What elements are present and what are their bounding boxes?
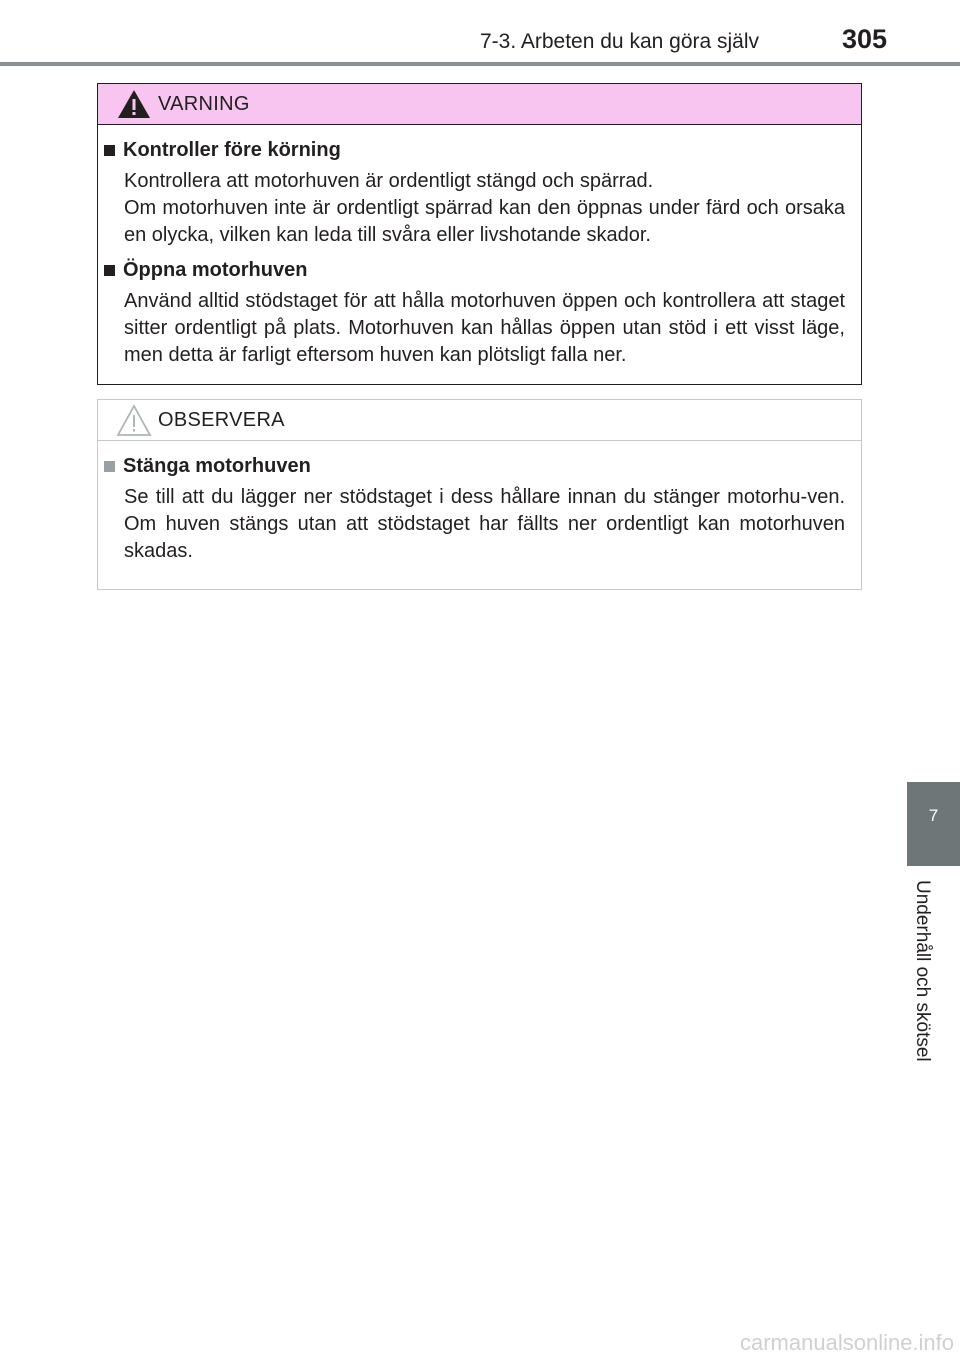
warning-label: VARNING — [158, 93, 250, 115]
chapter-number: 7 — [928, 806, 939, 825]
paragraph: Kontrollera att motorhuven är ordentligt stängd och spärrad. — [124, 170, 654, 192]
chapter-tab — [907, 782, 960, 866]
section-title-text: Stänga motorhuven — [123, 455, 311, 477]
watermark: carmanualsonline.info — [740, 1330, 955, 1355]
warning-box — [97, 83, 862, 385]
notice-box-body — [98, 441, 861, 565]
section-header-title: 7-3. Arbeten du kan göra själv — [480, 30, 760, 53]
warning-section-title — [104, 139, 845, 162]
warning-section-title — [104, 259, 845, 282]
notice-box-header — [98, 400, 861, 441]
caution-triangle-outline-icon — [116, 404, 152, 438]
warning-box-header — [98, 84, 861, 125]
notice-label: OBSERVERA — [158, 409, 285, 431]
notice-section-title — [104, 455, 845, 478]
square-bullet-icon — [104, 145, 115, 156]
section-title-text: Öppna motorhuven — [123, 259, 308, 281]
page-number: 305 — [842, 24, 888, 54]
warning-box-body — [98, 125, 861, 369]
paragraph: Om motorhuven inte är ordentligt spärrad kan den öppnas under färd och orsaka en olycka, vilken kan leda till svåra eller livshotande skador. — [124, 197, 845, 246]
header-rule — [0, 62, 960, 66]
notice-box — [97, 399, 862, 590]
section-title-text: Kontroller före körning — [123, 139, 341, 161]
paragraph: Se till att du lägger ner stödstaget i dess hållare innan du stänger motorhu-ven. Om huven stängs utan att stödstaget har fällts ner ordentligt kan motorhuven skadas. — [124, 486, 845, 562]
chapter-label: Underhåll och skötsel — [912, 880, 933, 1062]
paragraph: Använd alltid stödstaget för att hålla motorhuven öppen och kontrollera att staget sitter ordentligt på plats. Motorhuven kan hållas öppen utan stöd i ett visst läge, men detta är farligt eftersom huven kan plötsligt falla ner. — [124, 290, 845, 366]
square-bullet-icon — [104, 265, 115, 276]
square-bullet-icon — [104, 461, 115, 472]
warning-triangle-icon — [116, 88, 152, 120]
